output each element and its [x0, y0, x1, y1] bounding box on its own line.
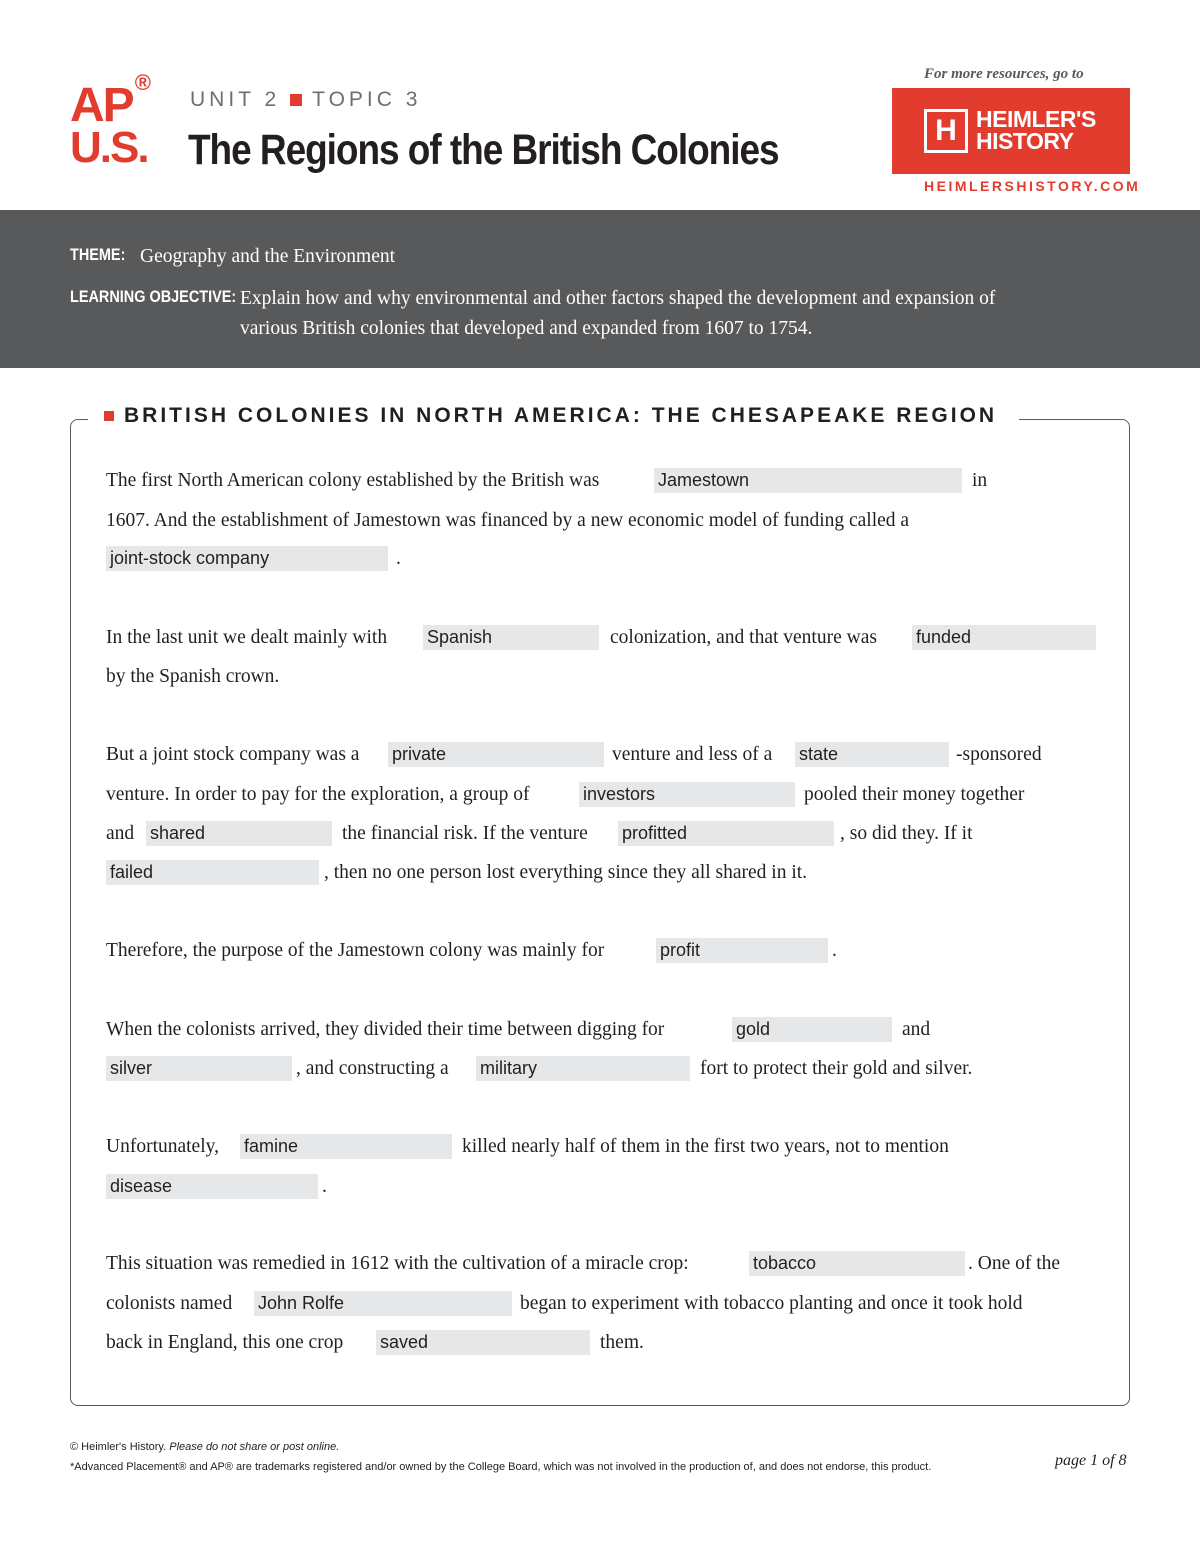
ap-logo-registered: ® — [134, 70, 149, 95]
text-segment: , so did they. If it — [840, 823, 973, 844]
blank-field-tobacco[interactable]: tobacco — [749, 1251, 965, 1276]
ap-logo-text: AP — [70, 79, 133, 132]
blank-field-spanish[interactable]: Spanish — [423, 625, 599, 650]
objective-value — [240, 284, 995, 344]
blank-field-profitted[interactable]: profitted — [618, 821, 834, 846]
blank-field-state[interactable]: state — [795, 742, 949, 767]
text-segment: In the last unit we dealt mainly with — [106, 627, 388, 648]
text-segment: . One of the — [968, 1253, 1061, 1274]
blank-field-saved[interactable]: saved — [376, 1330, 590, 1355]
footer-copyright-line — [70, 1437, 931, 1457]
text-segment: -sponsored — [956, 744, 1042, 765]
share-notice: Please do not share or post online. — [169, 1441, 340, 1453]
blank-field-joint-stock[interactable]: joint-stock company — [106, 546, 388, 571]
brand-url-link[interactable]: HEIMLERSHISTORY.COM — [924, 178, 1141, 194]
text-segment: venture and less of a — [612, 744, 773, 765]
theme-value: Geography and the Environment — [140, 246, 396, 267]
text-segment: . — [832, 940, 837, 961]
text-segment: venture. In order to pay for the exploration, a group of — [106, 784, 530, 805]
theme-label: THEME: — [70, 245, 126, 264]
blank-field-famine[interactable]: famine — [240, 1134, 452, 1159]
text-segment: in — [972, 470, 988, 491]
heimlers-h-icon: H — [924, 109, 968, 153]
text-segment: But a joint stock company was a — [106, 744, 360, 765]
blank-field-failed[interactable]: failed — [106, 860, 319, 885]
blank-field-disease[interactable]: disease — [106, 1174, 318, 1199]
text-segment: , then no one person lost everything since they all shared in it. — [324, 862, 808, 883]
text-segment: Therefore, the purpose of the Jamestown colony was mainly for — [106, 940, 605, 961]
text-segment: the financial risk. If the venture — [342, 823, 588, 844]
unit-label: UNIT 2 — [190, 88, 281, 111]
red-square-bullet — [290, 94, 302, 106]
blank-field-profit[interactable]: profit — [656, 938, 828, 963]
theme-banner — [0, 210, 1200, 368]
brand-name — [976, 106, 1096, 154]
text-segment: . — [396, 548, 401, 569]
objective-line-1: Explain how and why environmental and other factors shaped the development and expansion of — [240, 288, 996, 309]
brand-line-1: HEIMLER'S — [976, 106, 1096, 133]
text-segment: When the colonists arrived, they divided their time between digging for — [106, 1019, 665, 1040]
trademark-notice: *Advanced Placement® and AP® are trademarks registered and/or owned by the College Board, which was not involved in the production of, and does not endorse, this product. — [70, 1461, 932, 1473]
text-segment: pooled their money together — [804, 784, 1025, 805]
text-segment: colonization, and that venture was — [610, 627, 877, 648]
text-segment: and — [902, 1019, 931, 1040]
page-title: The Regions of the British Colonies — [188, 126, 779, 174]
text-segment: killed nearly half of them in the first two years, not to mention — [462, 1136, 949, 1157]
objective-row — [70, 284, 995, 344]
section-heading-text: BRITISH COLONIES IN NORTH AMERICA: THE CHESAPEAKE REGION — [124, 404, 998, 427]
blank-field-silver[interactable]: silver — [106, 1056, 292, 1081]
text-segment: Unfortunately, — [106, 1136, 219, 1157]
topic-label: TOPIC 3 — [312, 88, 422, 111]
text-segment: them. — [600, 1332, 644, 1353]
blank-field-john-rolfe[interactable]: John Rolfe — [254, 1291, 512, 1316]
text-segment: The first North American colony established by the British was — [106, 470, 600, 491]
text-segment: colonists named — [106, 1293, 233, 1314]
text-segment: . — [322, 1176, 327, 1197]
text-segment: 1607. And the establishment of Jamestown was financed by a new economic model of funding called a — [106, 510, 910, 531]
blank-field-military[interactable]: military — [476, 1056, 690, 1081]
promo-text: For more resources, go to — [924, 66, 1084, 82]
blank-field-shared[interactable]: shared — [146, 821, 332, 846]
blank-field-gold[interactable]: gold — [732, 1017, 892, 1042]
brand-line-2: HISTORY — [976, 128, 1074, 154]
blank-field-investors[interactable]: investors — [579, 782, 795, 807]
heimlers-history-logo[interactable] — [892, 88, 1130, 174]
blank-field-funded[interactable]: funded — [912, 625, 1096, 650]
text-segment: This situation was remedied in 1612 with the cultivation of a miracle crop: — [106, 1253, 689, 1274]
theme-row — [70, 242, 395, 272]
text-segment: back in England, this one crop — [106, 1332, 344, 1353]
us-logo-text: U.S. — [70, 123, 148, 173]
text-segment: , and constructing a — [296, 1058, 449, 1079]
page-number: page 1 of 8 — [1055, 1452, 1127, 1469]
red-square-bullet — [104, 411, 114, 421]
blank-field-jamestown[interactable]: Jamestown — [654, 468, 962, 493]
copyright-text: © Heimler's History. — [70, 1441, 167, 1453]
text-segment: and — [106, 823, 135, 844]
unit-topic-label — [190, 88, 421, 112]
text-segment: by the Spanish crown. — [106, 666, 280, 687]
objective-label: LEARNING OBJECTIVE: — [70, 287, 237, 306]
text-segment: fort to protect their gold and silver. — [700, 1058, 973, 1079]
ap-us-logo — [70, 70, 170, 173]
objective-line-2: various British colonies that developed and expanded from 1607 to 1754. — [240, 318, 813, 339]
text-segment: began to experiment with tobacco planting and once it took hold — [520, 1293, 1023, 1314]
section-heading — [88, 404, 1019, 428]
blank-field-private[interactable]: private — [388, 742, 604, 767]
footer — [70, 1437, 931, 1477]
